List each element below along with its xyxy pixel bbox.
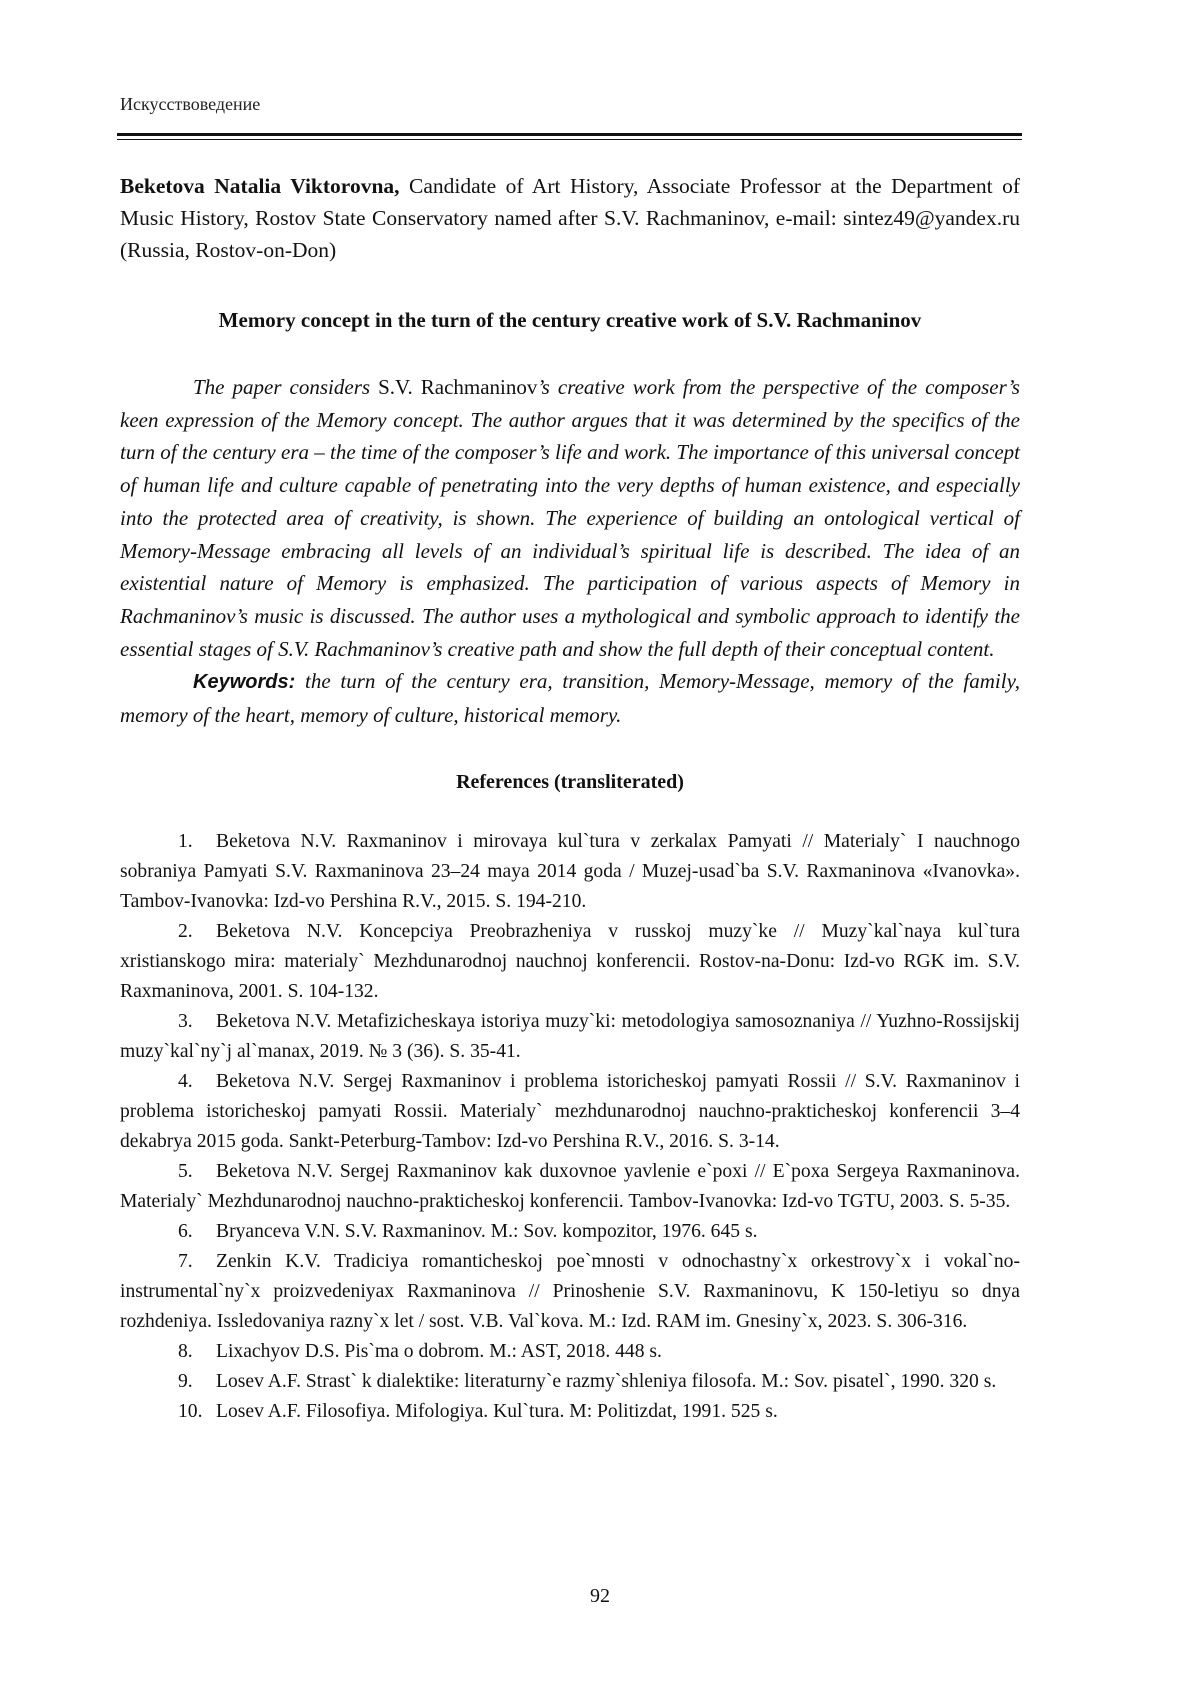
- references-heading: References (transliterated): [456, 770, 684, 793]
- reference-item: [120, 917, 1020, 1007]
- reference-number: 8.: [178, 1340, 193, 1362]
- reference-item: [120, 1217, 1020, 1247]
- reference-text: Losev A.F. Strast` k dialektike: literaturny`e razmy`shleniya filosofa. M.: Sov. pisatel`, 1990. 320 s.: [216, 1370, 997, 1392]
- reference-item: [120, 1007, 1020, 1067]
- reference-number: 4.: [178, 1070, 193, 1092]
- reference-text: Beketova N.V. Sergej Raxmaninov kak duxovnoe yavlenie e`poxi // E`poxa Sergeya Raxmaninova. Materialy` Mezhdunarodnoj nauchno-prakticheskoj konferencii. Tambov-Ivanovka: Izd-vo TGTU, 2003. S. 5-35.: [120, 1160, 1020, 1212]
- reference-number: 7.: [178, 1250, 193, 1272]
- keywords-label: Keywords:: [193, 671, 296, 694]
- abstract-part1: The paper considers: [193, 375, 371, 399]
- reference-number: 3.: [178, 1010, 193, 1032]
- header-rule-thick: [117, 133, 1022, 136]
- reference-item: [120, 1337, 1020, 1367]
- abstract: [120, 371, 1020, 665]
- author-details: Candidate of Art History, Associate Professor at the Department of Music History, Rostov State Conservatory named after S.V. Rachmaninov, e-mail: sintez49@yandex.ru (Russia, Rostov-on-Don): [120, 174, 1020, 262]
- reference-number: 1.: [178, 830, 193, 852]
- keywords-text: the turn of the century era, transition, Memory-Message, memory of the family, memory of the heart, memory of culture, historical memory.: [120, 669, 1020, 728]
- reference-text: Losev A.F. Filosofiya. Mifologiya. Kul`tura. M: Politizdat, 1991. 525 s.: [216, 1400, 778, 1422]
- author-name: Beketova Natalia Viktorovna,: [120, 174, 400, 198]
- page-content: [120, 170, 1020, 1427]
- reference-item: [120, 1067, 1020, 1157]
- reference-item: [120, 1247, 1020, 1337]
- reference-text: Lixachyov D.S. Pis`ma o dobrom. M.: AST, 2018. 448 s.: [216, 1340, 662, 1362]
- reference-text: Beketova N.V. Raxmaninov i mirovaya kul`tura v zerkalax Pamyati // Materialy` I nauchnogo sobraniya Pamyati S.V. Raxmaninova 23–24 maya 2014 goda / Muzej-usad`ba S.V. Raxmaninova «Ivanovka». Tambov-Ivanovka: Izd-vo Pershina R.V., 2015. S. 194-210.: [120, 830, 1020, 912]
- reference-text: Beketova N.V. Koncepciya Preobrazheniya v russkoj muzy`ke // Muzy`kal`naya kul`tura xristianskogo mira: materialy` Mezhdunarodnoj nauchnoj konferencii. Rostov-na-Donu: Izd-vo RGK im. S.V. Raxmaninova, 2001. S. 104-132.: [120, 920, 1020, 1002]
- running-header: Искусствоведение: [120, 94, 261, 114]
- author-info: [120, 170, 1020, 266]
- reference-number: 6.: [178, 1220, 193, 1242]
- header-rule-thin: [117, 139, 1022, 140]
- reference-item: [120, 827, 1020, 917]
- reference-item: [120, 1157, 1020, 1217]
- reference-text: Zenkin K.V. Tradiciya romanticheskoj poe`mnosti v odnochastny`x orkestrovy`x i vokal`no-instrumental`ny`x proizvedeniyax Raxmaninova // Prinoshenie S.V. Raxmaninovu, K 150-letiyu so dnya rozhdeniya. Issledovaniya razny`x let / sost. V.B. Val`kova. M.: Izd. RAM im. Gnesiny`x, 2023. S. 306-316.: [120, 1250, 1020, 1332]
- reference-number: 9.: [178, 1370, 193, 1392]
- reference-text: Beketova N.V. Metafizicheskaya istoriya muzy`ki: metodologiya samosoznaniya // Yuzhno-Rossijskij muzy`kal`ny`j al`manax, 2019. № 3 (36). S. 35-41.: [120, 1010, 1020, 1062]
- reference-text: Beketova N.V. Sergej Raxmaninov i problema istoricheskoj pamyati Rossii // S.V. Raxmaninov i problema istoricheskoj pamyati Rossii. Materialy` mezhdunarodnoj nauchno-prakticheskoj konferencii 3–4 dekabrya 2015 goda. Sankt-Peterburg-Tambov: Izd-vo Pershina R.V., 2016. S. 3-14.: [120, 1070, 1020, 1152]
- reference-item: [120, 1367, 1020, 1397]
- article-title: Memory concept in the turn of the century creative work of S.V. Rachmaninov: [218, 308, 922, 332]
- reference-text: Bryanceva V.N. S.V. Raxmaninov. M.: Sov. kompozitor, 1976. 645 s.: [216, 1220, 758, 1242]
- abstract-part2: ’s creative work from the perspective of the composer’s keen expression of the Memory concept. The author argues that it was determined by the specifics of the turn of the century era – the time of the composer’s life and work. The importance of this universal concept of human life and culture capable of penetrating into the very depths of human existence, and especially into the protected area of creativity, is shown. The experience of building an ontological vertical of Memory-Message embracing all levels of an individual’s spiritual life is described. The idea of an existential nature of Memory is emphasized. The participation of various aspects of Memory in Rachmaninov’s music is discussed. The author uses a mythological and symbolic approach to identify the essential stages of S.V. Rachmaninov’s creative path and show the full depth of their conceptual content.: [120, 375, 1020, 661]
- references-list: [120, 827, 1020, 1427]
- reference-number: 10.: [178, 1400, 203, 1422]
- reference-item: [120, 1397, 1020, 1427]
- reference-number: 2.: [178, 920, 193, 942]
- page-number: 92: [590, 1585, 610, 1607]
- reference-number: 5.: [178, 1160, 193, 1182]
- keywords: [120, 665, 1020, 731]
- abstract-name: S.V. Rachmaninov: [370, 375, 538, 399]
